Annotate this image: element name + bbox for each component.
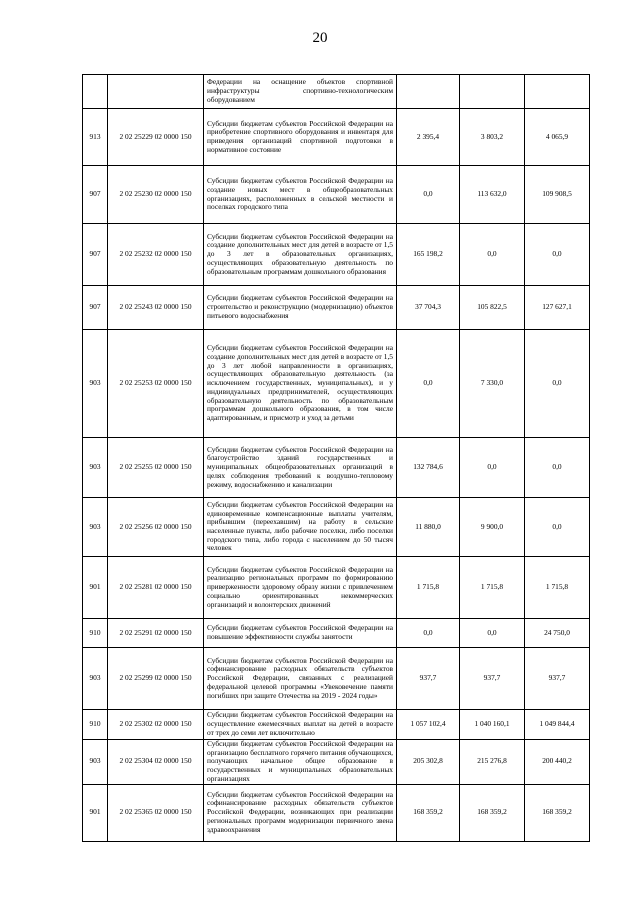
table-row (83, 619, 590, 648)
row-description: Субсидии бюджетам субъектов Российской Федерации на приобретение спортивного оборудования и инвентаря для приведения организаций спортивной подготовки в нормативное состояние (204, 109, 397, 166)
row-value-year-1: 1 057 102,4 (397, 710, 460, 740)
table-row (83, 498, 590, 557)
table-row (83, 166, 590, 224)
table-row (83, 648, 590, 710)
row-code: 907 (83, 224, 108, 286)
row-description: Субсидии бюджетам субъектов Российской Федерации на создание новых мест в общеобразовательных организациях, расположенных в сельской местности и поселках городского типа (204, 166, 397, 224)
row-budget-code: 2 02 25281 02 0000 150 (108, 557, 204, 619)
row-value-year-1: 168 359,2 (397, 784, 460, 841)
table-row (83, 330, 590, 438)
row-description: Субсидии бюджетам субъектов Российской Федерации на реализацию региональных программ по формированию приверженности здоровому образу жизни с привлечением социально ориентированных некоммерческих организаций и волонтерских движений (204, 557, 397, 619)
table-row (83, 109, 590, 166)
row-value-year-3: 127 627,1 (525, 286, 590, 330)
row-description: Субсидии бюджетам субъектов Российской Федерации на повышение эффективности службы занятости (204, 619, 397, 648)
row-budget-code: 2 02 25229 02 0000 150 (108, 109, 204, 166)
row-value-year-3: 168 359,2 (525, 784, 590, 841)
table-row (83, 710, 590, 740)
row-code: 903 (83, 438, 108, 498)
row-description: Субсидии бюджетам субъектов Российской Федерации на организацию бесплатного горячего питания обучающихся, получающих начальное общее образование в государственных и муниципальных образовательных организациях (204, 740, 397, 785)
row-value-year-3: 1 715,8 (525, 557, 590, 619)
row-value-year-3: 0,0 (525, 438, 590, 498)
row-value-year-1: 0,0 (397, 619, 460, 648)
row-value-year-1: 1 715,8 (397, 557, 460, 619)
row-value-year-2: 3 803,2 (460, 109, 525, 166)
row-value-year-3: 1 049 844,4 (525, 710, 590, 740)
row-value-year-2: 0,0 (460, 438, 525, 498)
row-value-year-2: 113 632,0 (460, 166, 525, 224)
row-value-year-2: 7 330,0 (460, 330, 525, 438)
row-code: 913 (83, 109, 108, 166)
table-row (83, 75, 590, 109)
row-budget-code: 2 02 25230 02 0000 150 (108, 166, 204, 224)
row-description: Субсидии бюджетам субъектов Российской Федерации на единовременные компенсационные выплаты учителям, прибывшим (переехавшим) на работу в сельские населенные пункты, либо рабочие поселки, либо поселки городского типа, либо города с населением до 50 тысяч человек (204, 498, 397, 557)
row-code: 903 (83, 498, 108, 557)
row-code: 907 (83, 166, 108, 224)
table-row (83, 286, 590, 330)
row-description: Субсидии бюджетам субъектов Российской Федерации на строительство и реконструкцию (модернизацию) объектов питьевого водоснабжения (204, 286, 397, 330)
row-description: Субсидии бюджетам субъектов Российской Федерации на создание дополнительных мест для детей в возрасте от 1,5 до 3 лет в образовательных организациях, осуществляющих образовательную деятельность по образовательным программам дошкольного образования (204, 224, 397, 286)
row-code: 910 (83, 619, 108, 648)
row-description: Субсидии бюджетам субъектов Российской Федерации на создание дополнительных мест для детей в возрасте от 1,5 до 3 лет любой направленности в организациях, осуществляющих образовательную деятельность (за исключением государственных, муниципальных), и у индивидуальных предпринимателей, осуществляющих образовательную деятельность по образовательным программам дошкольного образования, в том числе адаптированным, и присмотр и уход за детьми (204, 330, 397, 438)
budget-table-body (83, 75, 590, 842)
row-budget-code: 2 02 25232 02 0000 150 (108, 224, 204, 286)
row-budget-code: 2 02 25299 02 0000 150 (108, 648, 204, 710)
row-value-year-2: 1 040 160,1 (460, 710, 525, 740)
row-value-year-3: 4 065,9 (525, 109, 590, 166)
row-value-year-1: 37 704,3 (397, 286, 460, 330)
row-value-year-2 (460, 75, 525, 109)
row-value-year-2: 105 822,5 (460, 286, 525, 330)
row-value-year-1: 205 302,8 (397, 740, 460, 785)
row-description: Субсидии бюджетам субъектов Российской Федерации на благоустройство зданий государственных и муниципальных общеобразовательных организаций в целях соблюдения требований к воздушно-тепловому режиму, водоснабжению и канализации (204, 438, 397, 498)
row-budget-code (108, 75, 204, 109)
row-value-year-3: 109 908,5 (525, 166, 590, 224)
row-value-year-1: 11 880,0 (397, 498, 460, 557)
row-value-year-2: 9 900,0 (460, 498, 525, 557)
row-value-year-1: 132 784,6 (397, 438, 460, 498)
row-value-year-3: 0,0 (525, 498, 590, 557)
row-code: 903 (83, 648, 108, 710)
table-row (83, 784, 590, 841)
row-value-year-3: 24 750,0 (525, 619, 590, 648)
row-budget-code: 2 02 25365 02 0000 150 (108, 784, 204, 841)
row-value-year-3 (525, 75, 590, 109)
row-description: Субсидии бюджетам субъектов Российской Федерации на софинансирование расходных обязательств субъектов Российской Федерации, связанных с реализацией федеральной целевой программы «Увековечение памяти погибших при защите Отечества на 2019 - 2024 годы» (204, 648, 397, 710)
row-value-year-1: 165 198,2 (397, 224, 460, 286)
row-value-year-2: 937,7 (460, 648, 525, 710)
row-value-year-3: 200 440,2 (525, 740, 590, 785)
row-description: Федерации на оснащение объектов спортивной инфраструктуры спортивно-технологическим оборудованием (204, 75, 397, 109)
row-budget-code: 2 02 25253 02 0000 150 (108, 330, 204, 438)
page-number: 20 (312, 30, 328, 46)
row-budget-code: 2 02 25291 02 0000 150 (108, 619, 204, 648)
row-budget-code: 2 02 25256 02 0000 150 (108, 498, 204, 557)
row-value-year-2: 1 715,8 (460, 557, 525, 619)
row-value-year-2: 0,0 (460, 224, 525, 286)
row-code: 903 (83, 330, 108, 438)
row-description: Субсидии бюджетам субъектов Российской Федерации на софинансирование расходных обязательств субъектов Российской Федерации, возникающих при реализации региональных программ модернизации первичного звена здравоохранения (204, 784, 397, 841)
row-code: 901 (83, 557, 108, 619)
table-row (83, 557, 590, 619)
row-budget-code: 2 02 25255 02 0000 150 (108, 438, 204, 498)
row-value-year-1: 0,0 (397, 330, 460, 438)
row-budget-code: 2 02 25302 02 0000 150 (108, 710, 204, 740)
row-code: 901 (83, 784, 108, 841)
row-value-year-2: 168 359,2 (460, 784, 525, 841)
row-value-year-1 (397, 75, 460, 109)
row-budget-code: 2 02 25243 02 0000 150 (108, 286, 204, 330)
row-budget-code: 2 02 25304 02 0000 150 (108, 740, 204, 785)
row-code: 907 (83, 286, 108, 330)
budget-table (82, 74, 590, 842)
row-code: 903 (83, 740, 108, 785)
row-value-year-2: 0,0 (460, 619, 525, 648)
row-description: Субсидии бюджетам субъектов Российской Федерации на осуществление ежемесячных выплат на детей в возрасте от трех до семи лет включительно (204, 710, 397, 740)
row-value-year-1: 2 395,4 (397, 109, 460, 166)
table-row (83, 438, 590, 498)
row-value-year-3: 0,0 (525, 330, 590, 438)
row-value-year-1: 0,0 (397, 166, 460, 224)
row-value-year-1: 937,7 (397, 648, 460, 710)
row-value-year-3: 0,0 (525, 224, 590, 286)
table-row (83, 224, 590, 286)
row-code: 910 (83, 710, 108, 740)
row-value-year-2: 215 276,8 (460, 740, 525, 785)
row-value-year-3: 937,7 (525, 648, 590, 710)
row-code (83, 75, 108, 109)
table-row (83, 740, 590, 785)
